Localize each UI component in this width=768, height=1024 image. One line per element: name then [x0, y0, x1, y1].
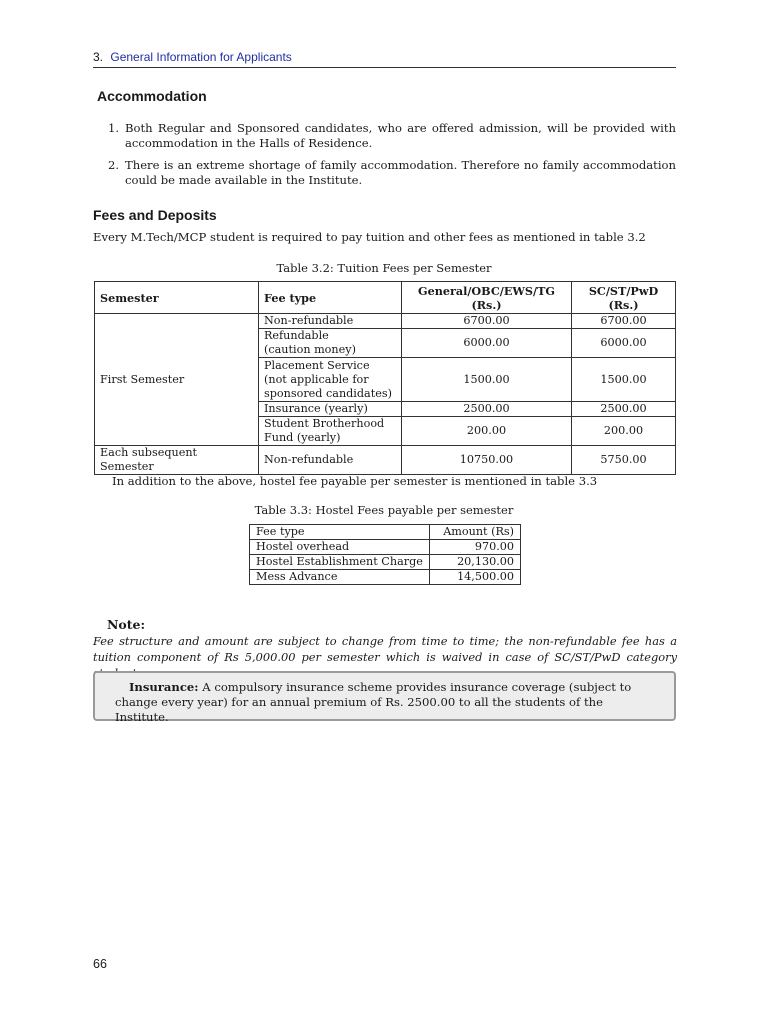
scst-amount-cell: 6000.00: [572, 329, 676, 358]
table-row: [95, 446, 676, 475]
insurance-lead: Insurance:: [129, 680, 199, 694]
general-amount-cell: 1500.00: [402, 358, 572, 402]
general-amount-cell: 10750.00: [402, 446, 572, 475]
tuition-fees-table: [94, 281, 676, 475]
general-amount-cell: 6000.00: [402, 329, 572, 358]
fee-type-cell: Hostel overhead: [250, 540, 430, 555]
first-semester-cell: First Semester: [95, 314, 259, 446]
table-header-row: [95, 282, 676, 314]
col-header-general-line2: (Rs.): [471, 297, 502, 312]
fee-type-cell: Mess Advance: [250, 570, 430, 585]
hostel-fees-table: [249, 524, 521, 585]
list-item-text: Both Regular and Sponsored candidates, who are offered admission, will be provided with accommodation in the Halls of Residence.: [125, 121, 676, 150]
fee-type-cell: Hostel Establishment Charge: [250, 555, 430, 570]
section-number: 3.: [93, 50, 104, 64]
table-row: [250, 540, 521, 555]
accommodation-list: [108, 121, 676, 195]
col-header-general: [402, 282, 572, 314]
fee-type-cell: Placement Service (not applicable for sponsored candidates): [259, 358, 402, 402]
col-header-amount: Amount (Rs): [430, 525, 521, 540]
note-text: Fee structure and amount are subject to change from time to time; the non-refundable fee has a tuition component of Rs 5,000.00 per semester which is waived in case of SC/ST/PwD category: [93, 634, 677, 664]
list-item: [108, 121, 676, 151]
col-header-scst: [572, 282, 676, 314]
table-3-2-caption: Table 3.2: Tuition Fees per Semester: [276, 261, 492, 275]
list-item-text: There is an extreme shortage of family accommodation. Therefore no family accommodation could be made available in the Institute.: [125, 158, 676, 187]
insurance-text: A compulsory insurance scheme provides insurance coverage (subject to change every year) for an annual premium of Rs. 2500.00 to all the students of the Institute.: [115, 680, 632, 724]
note-heading: Note:: [107, 617, 146, 632]
accommodation-heading: Accommodation: [97, 88, 207, 104]
col-header-fee-type: Fee type: [250, 525, 430, 540]
col-header-scst-line1: SC/ST/PwD: [588, 283, 659, 298]
table-header-row: [250, 525, 521, 540]
general-amount-cell: 6700.00: [402, 314, 572, 329]
general-amount-cell: 2500.00: [402, 402, 572, 417]
fee-type-cell: Refundable (caution money): [259, 329, 402, 358]
amount-cell: 970.00: [430, 540, 521, 555]
scst-amount-cell: 6700.00: [572, 314, 676, 329]
scst-amount-cell: 200.00: [572, 417, 676, 446]
insurance-box: [93, 671, 676, 724]
table-3-3-caption: Table 3.3: Hostel Fees payable per semester: [254, 503, 514, 517]
fee-type-cell: Student Brotherhood Fund (yearly): [259, 417, 402, 446]
col-header-general-line1: General/OBC/EWS/TG: [418, 283, 555, 298]
fee-type-cell: Non-refundable: [259, 314, 402, 329]
col-header-scst-line2: (Rs.): [608, 297, 639, 312]
running-header: [93, 50, 676, 68]
table-row: [95, 314, 676, 329]
section-title-link[interactable]: General Information for Applicants: [110, 50, 292, 64]
scst-amount-cell: 5750.00: [572, 446, 676, 475]
scst-amount-cell: 1500.00: [572, 358, 676, 402]
fee-type-cell: Insurance (yearly): [259, 402, 402, 417]
list-item: [108, 158, 676, 188]
general-amount-cell: 200.00: [402, 417, 572, 446]
subsequent-semester-cell: Each subsequent Semester: [95, 446, 259, 475]
col-header-fee-type: Fee type: [259, 282, 402, 314]
col-header-semester: Semester: [95, 282, 259, 314]
table-row: [250, 555, 521, 570]
amount-cell: 20,130.00: [430, 555, 521, 570]
table-row: [250, 570, 521, 585]
list-item-number: 2.: [108, 158, 120, 172]
amount-cell: 14,500.00: [430, 570, 521, 585]
list-item-number: 1.: [108, 121, 120, 135]
fees-heading: Fees and Deposits: [93, 207, 217, 223]
fees-intro-text: Every M.Tech/MCP student is required to pay tuition and other fees as mentioned in table 3.2: [93, 230, 646, 244]
fee-type-cell: Non-refundable: [259, 446, 402, 475]
scst-amount-cell: 2500.00: [572, 402, 676, 417]
hostel-intro-text: In addition to the above, hostel fee payable per semester is mentioned in table 3.3: [112, 474, 598, 488]
page-number: 66: [93, 957, 107, 971]
